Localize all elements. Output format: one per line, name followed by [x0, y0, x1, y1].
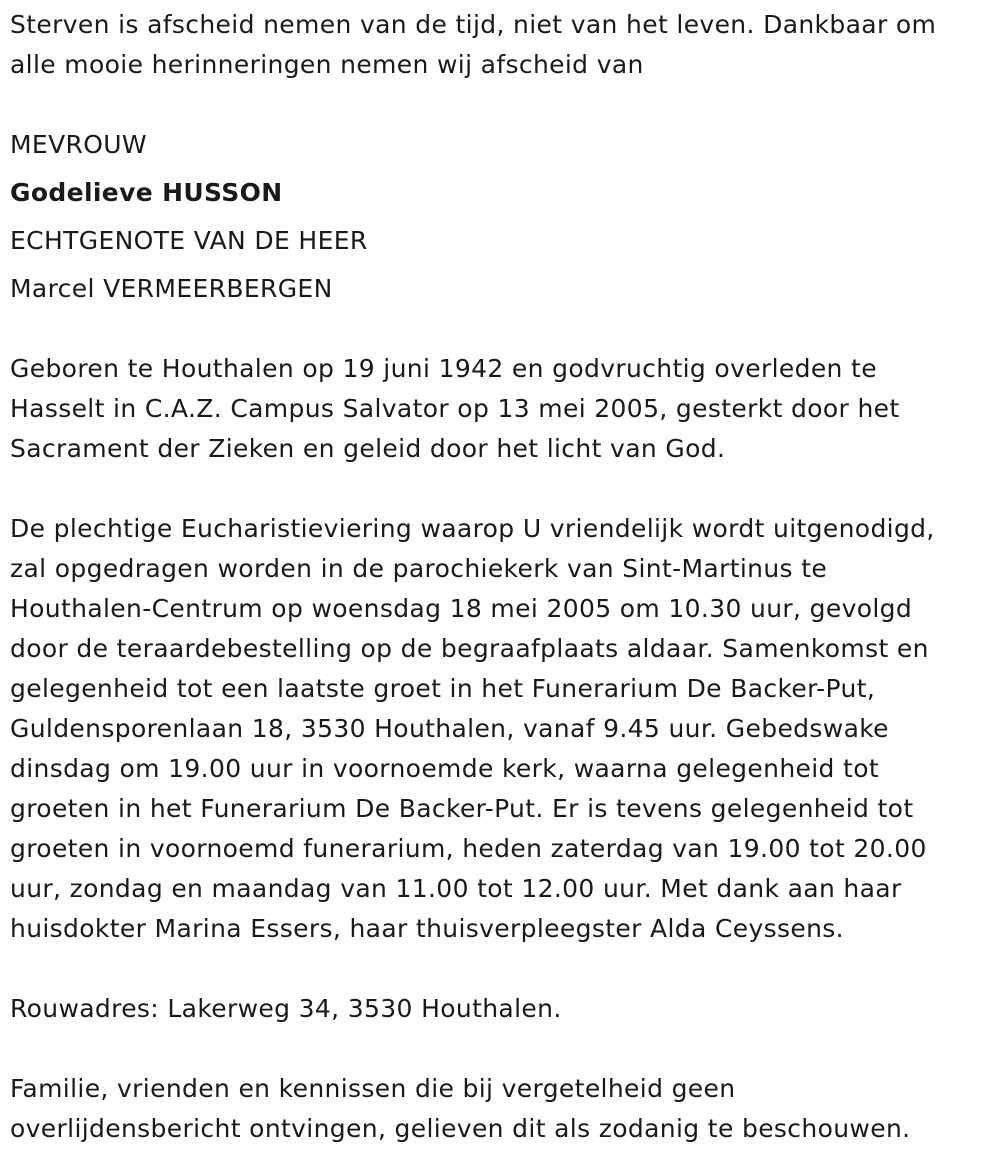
paragraph-line: Hasselt in C.A.Z. Campus Salvator op 13 mei 2005, gesterkt door het: [10, 394, 900, 423]
ceremony-paragraph: [10, 509, 985, 949]
intro-line: Sterven is afscheid nemen van de tijd, niet van het leven. Dankbaar om: [10, 10, 937, 39]
paragraph-line: Guldensporenlaan 18, 3530 Houthalen, vanaf 9.45 uur. Gebedswake: [10, 714, 889, 743]
birth-death-paragraph: [10, 349, 985, 469]
paragraph-line: uur, zondag en maandag van 11.00 tot 12.00 uur. Met dank aan haar: [10, 874, 902, 903]
closing-paragraph: [10, 1069, 985, 1149]
intro-paragraph: [10, 5, 985, 85]
deceased-name: Godelieve HUSSON: [10, 178, 283, 207]
paragraph-line: groeten in voornoemd funerarium, heden zaterdag van 19.00 tot 20.00: [10, 834, 927, 863]
paragraph-line: dinsdag om 19.00 uur in voornoemde kerk, waarna gelegenheid tot: [10, 754, 880, 783]
mourning-address: Rouwadres: Lakerweg 34, 3530 Houthalen.: [10, 994, 562, 1023]
intro-line: alle mooie herinneringen nemen wij afscheid van: [10, 50, 644, 79]
deceased-block: [10, 121, 985, 313]
title: MEVROUW: [10, 130, 147, 159]
spouse-name: Marcel VERMEERBERGEN: [10, 274, 333, 303]
paragraph-line: zal opgedragen worden in de parochiekerk van Sint-Martinus te: [10, 554, 828, 583]
relation: ECHTGENOTE VAN DE HEER: [10, 226, 368, 255]
paragraph-line: door de teraardebestelling op de begraafplaats aldaar. Samenkomst en: [10, 634, 929, 663]
paragraph-line: gelegenheid tot een laatste groet in het Funerarium De Backer-Put,: [10, 674, 876, 703]
address-paragraph: [10, 989, 985, 1029]
paragraph-line: huisdokter Marina Essers, haar thuisverpleegster Alda Ceyssens.: [10, 914, 844, 943]
paragraph-line: De plechtige Eucharistieviering waarop U vriendelijk wordt uitgenodigd,: [10, 514, 935, 543]
paragraph-line: overlijdensbericht ontvingen, gelieven dit als zodanig te beschouwen.: [10, 1114, 911, 1143]
paragraph-line: Familie, vrienden en kennissen die bij vergetelheid geen: [10, 1074, 736, 1103]
paragraph-line: groeten in het Funerarium De Backer-Put. Er is tevens gelegenheid tot: [10, 794, 914, 823]
paragraph-line: Geboren te Houthalen op 19 juni 1942 en godvruchtig overleden te: [10, 354, 877, 383]
paragraph-line: Houthalen-Centrum op woensdag 18 mei 2005 om 10.30 uur, gevolgd: [10, 594, 913, 623]
paragraph-line: Sacrament der Zieken en geleid door het licht van God.: [10, 434, 726, 463]
obituary-document: [10, 0, 985, 1149]
